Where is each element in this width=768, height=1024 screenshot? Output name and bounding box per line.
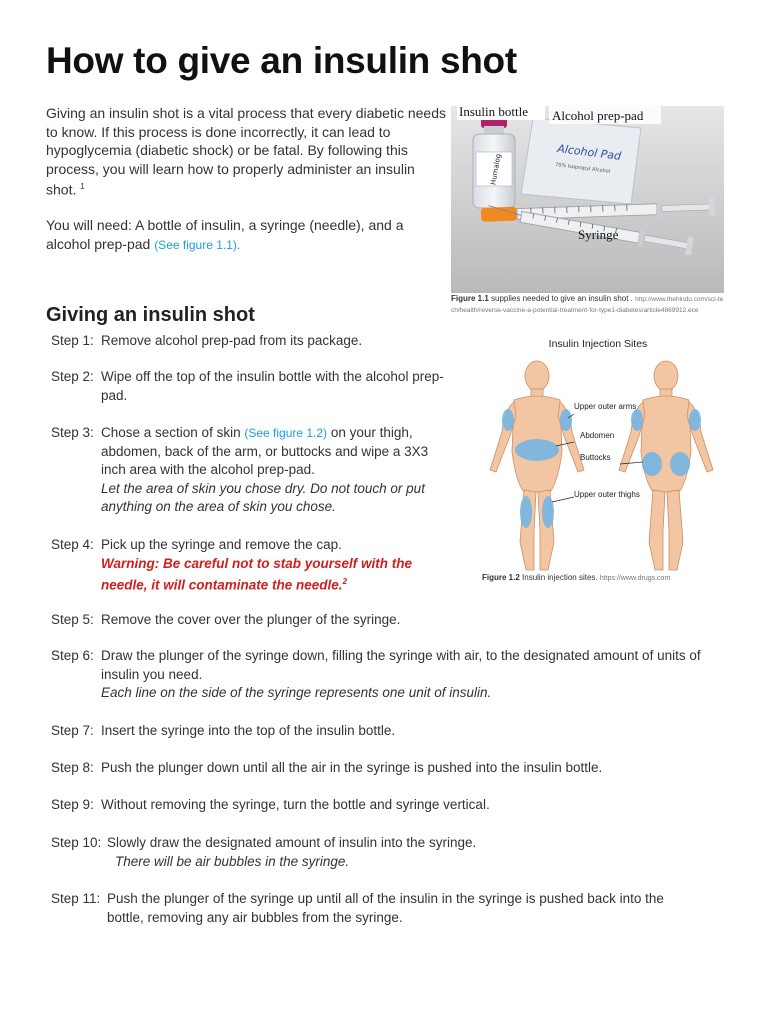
front-body-icon	[490, 361, 584, 570]
step-number: Step 2:	[51, 369, 94, 384]
figure-1-1-source-link[interactable]: http://www.thehindu.com/sci-tech/health/reverse-vaccine-a-potential-treatment-for-type1-diabetes/article4869912.ece	[451, 296, 724, 314]
injection-sites-illustration	[470, 332, 730, 576]
step-3-text-a: Chose a section of skin	[101, 425, 241, 440]
step-text: Wipe off the top of the insulin bottle with the alcohol prep-pad.	[101, 369, 444, 403]
site-label-abdomen: Abdomen	[580, 431, 615, 440]
pad-sub-text: 70% Isopropyl Alcohol	[554, 162, 611, 175]
step-text: Push the plunger of the syringe up until all of the insulin in the syringe is pushed back into the bottle, removing any air bubbles from the syringe.	[107, 891, 664, 925]
step-note: Each line on the side of the syringe represents one unit of insulin.	[101, 685, 492, 701]
alcohol-pad-icon	[521, 118, 641, 204]
step-text: Push the plunger down until all the air in the syringe is pushed into the insulin bottle.	[101, 760, 603, 775]
supplies-paragraph	[46, 216, 448, 254]
step-3	[51, 424, 451, 517]
footnote-1: 1	[80, 182, 85, 191]
figure-1-1-caption	[451, 294, 726, 316]
back-body-icon	[619, 361, 713, 570]
step-5	[51, 611, 731, 630]
insulin-bottle-label: Insulin bottle	[459, 106, 528, 119]
step-text: Pick up the syringe and remove the cap.	[101, 537, 342, 552]
section-heading: Giving an insulin shot	[46, 304, 255, 326]
step-note: Let the area of skin you chose dry. Do not touch or put anything on the area of skin you chose.	[101, 480, 425, 515]
step-number: Step 9:	[51, 797, 94, 812]
figure-1-1-caption-text: supplies needed to give an insulin shot .	[491, 294, 633, 303]
syringe-label: Syringe	[578, 227, 619, 242]
step-text: Insert the syringe into the top of the insulin bottle.	[101, 723, 396, 738]
site-label-thighs: Upper outer thighs	[574, 490, 640, 499]
intro-paragraph	[46, 104, 448, 199]
step-text: Draw the plunger of the syringe down, filling the syringe with air, to the designated amount of units of insulin you need.	[101, 648, 701, 682]
site-label-buttocks: Buttocks	[580, 453, 611, 462]
step-1	[51, 332, 451, 351]
figure-1-1-caption-number: Figure 1.1	[451, 294, 489, 303]
step-number: Step 11:	[51, 891, 101, 906]
supplies-photo	[451, 106, 724, 293]
page-title: How to give an insulin shot	[46, 40, 517, 81]
figure-1-2-caption-text: Insulin injection sites.	[522, 573, 598, 582]
step-6	[51, 647, 731, 703]
figure-1-2-source-link[interactable]: https://www.drugs.com	[599, 575, 671, 582]
intro-text: Giving an insulin shot is a vital process that every diabetic needs to know. If this process is done incorrectly, it can lead to hypoglycemia (diabetic shock) or be fatal. By following this process, you will learn how to properly administer an insulin shot.	[46, 105, 446, 198]
step-11	[51, 890, 691, 927]
step-text: Slowly draw the designated amount of insulin into the syringe.	[107, 835, 477, 850]
injection-sites-figure	[470, 332, 730, 576]
alcohol-pad-label: Alcohol prep-pad	[552, 108, 644, 123]
site-label-arms: Upper outer arms	[574, 402, 637, 411]
step-10	[51, 834, 731, 871]
step-number: Step 8:	[51, 760, 94, 775]
step-text: Remove alcohol prep-pad from its package.	[101, 333, 363, 348]
step-number: Step 6:	[51, 648, 94, 663]
step-8	[51, 759, 731, 778]
step-note: There will be air bubbles in the syringe.	[115, 853, 350, 869]
warning-text	[101, 555, 421, 596]
supplies-text: You will need: A bottle of insulin, a syringe (needle), and a alcohol prep-pad	[46, 217, 404, 252]
injection-sites-title: Insulin Injection Sites	[548, 338, 648, 350]
step-9	[51, 796, 731, 815]
step-7	[51, 722, 731, 741]
figure-1-2-link[interactable]: (See figure 1.2)	[244, 426, 328, 440]
step-number: Step 3:	[51, 425, 94, 440]
supplies-illustration	[451, 106, 724, 293]
pad-label-text: Alcohol Pad	[556, 142, 622, 163]
step-number: Step 5:	[51, 612, 94, 627]
step-text: Without removing the syringe, turn the bottle and syringe vertical.	[101, 797, 490, 812]
figure-1-1-link[interactable]: (See figure 1.1).	[154, 237, 241, 252]
step-4	[51, 536, 451, 595]
step-number: Step 10:	[51, 835, 102, 850]
bottle-label-text: Humalog	[489, 153, 503, 186]
step-3-text-b: on your thigh, abdomen, back of the arm, or buttocks and wipe a 3X3 inch area with the alcohol prep-pad.	[101, 425, 429, 478]
figure-1-2-caption-number: Figure 1.2	[482, 573, 520, 582]
step-text: Remove the cover over the plunger of the syringe.	[101, 612, 401, 627]
step-text	[101, 424, 451, 480]
step-number: Step 4:	[51, 537, 94, 552]
step-2	[51, 368, 451, 405]
step-number: Step 1:	[51, 333, 94, 348]
step-number: Step 7:	[51, 723, 94, 738]
figure-1-2-caption	[482, 573, 670, 584]
footnote-2: 2	[342, 577, 348, 587]
warning-message: Warning: Be careful not to stab yourself with the needle, it will contaminate the needle.	[101, 555, 413, 593]
